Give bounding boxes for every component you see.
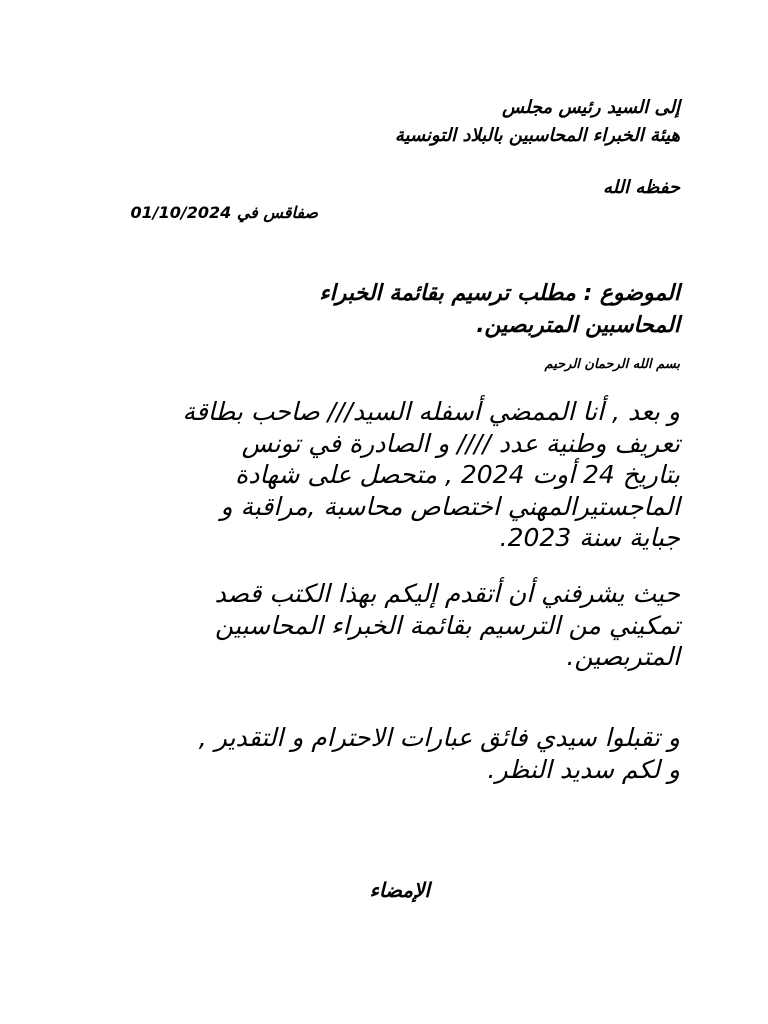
body-paragraph-1 (80, 396, 680, 554)
closing-line-1: و تقبلوا سيدي فائق عبارات الاحترام و التقدير , (198, 723, 680, 752)
body-paragraph-2 (80, 578, 680, 673)
recipient-address (395, 94, 680, 150)
recipient-line-1: إلى السيد رئيس مجلس (502, 97, 680, 118)
paragraph-2-line-2: تمكيني من الترسيم بقائمة الخبراء المحاسبين (215, 610, 680, 640)
paragraph-2-line-1: حيث يشرفني أن أتقدم إليكم بهذا الكتب قصد (214, 579, 680, 608)
paragraph-2-line-3: المتربصين. (566, 642, 680, 671)
closing-line-2: و لكم سديد النظر. (487, 754, 680, 784)
subject-line-2: المحاسبين المتربصين. (476, 313, 680, 338)
closing-paragraph (80, 722, 680, 785)
paragraph-1-line-3: بتاريخ 24 أوت 2024 , متحصل على شهادة (235, 460, 680, 489)
paragraph-1-line-1: و بعد , أنا الممضي أسفله السيد/// صاحب بطاقة (182, 397, 680, 426)
basmala: بسم الله الرحمان الرحيم (544, 357, 680, 372)
subject-line-1: الموضوع : مطلب ترسيم بقائمة الخبراء (319, 281, 680, 306)
place-and-date: صفاقس في 01/10/2024 (130, 203, 318, 222)
paragraph-1-line-2: تعريف وطنية عدد //// و الصادرة في تونس (241, 428, 680, 458)
paragraph-1-line-5: جباية سنة 2023. (499, 523, 680, 552)
subject-line (180, 278, 680, 342)
signature-label: الإمضاء (369, 878, 430, 902)
recipient-line-2: هيئة الخبراء المحاسبين بالبلاد التونسية (394, 125, 680, 146)
greeting: حفظه الله (602, 177, 680, 198)
paragraph-1-line-4: الماجستيرالمهني اختصاص محاسبة ,مراقبة و (220, 491, 680, 521)
